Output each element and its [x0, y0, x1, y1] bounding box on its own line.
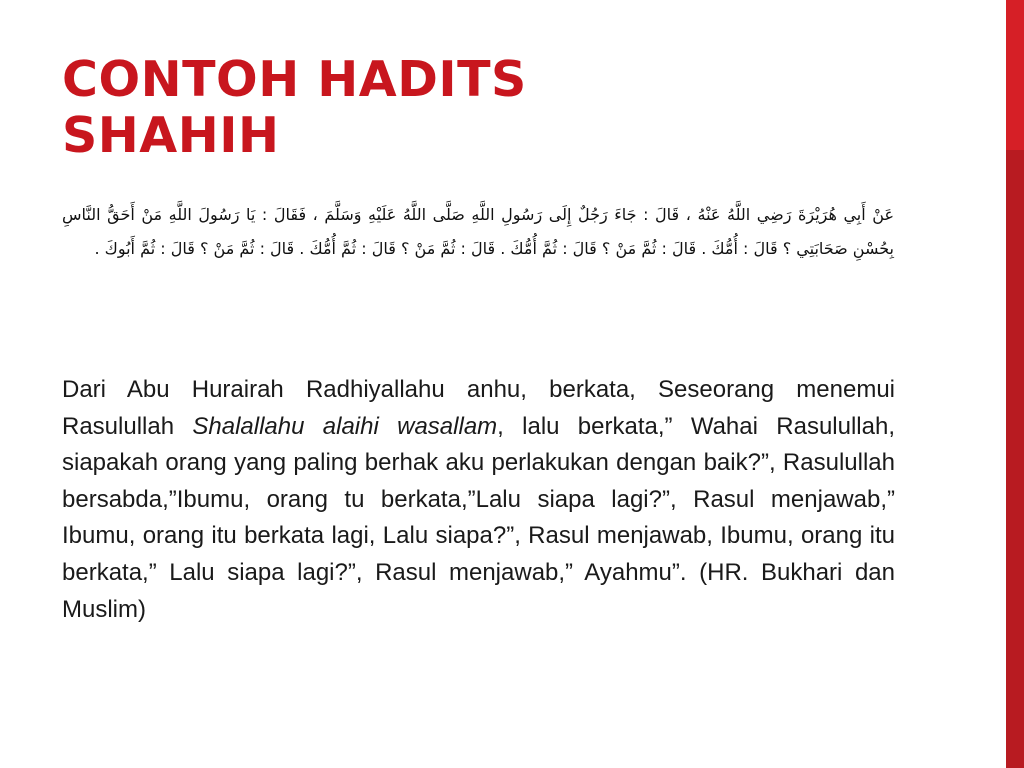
- translation-italic-phrase: Shalallahu alaihi wasallam: [192, 412, 498, 440]
- arabic-hadith-text: عَنْ أَبِي هُرَيْرَةَ رَضِي اللَّهُ عَنْهُ ، قَالَ : جَاءَ رَجُلٌ إِلَى رَسُولِ اللَّهِ صَلَّى اللَّهُ عَلَيْهِ وَسَلَّمَ ، فَقَالَ : يَا رَسُولَ اللَّهِ مَنْ أَحَقُّ النَّاسِ بِحُسْنِ صَحَابَتِي ؟ قَالَ : أُمُّكَ . قَالَ : ثُمَّ مَنْ ؟ قَالَ : ثُمَّ أُمُّكَ . قَالَ : ثُمَّ مَنْ ؟ قَالَ : ثُمَّ أُمُّكَ . قَالَ : ثُمَّ مَنْ ؟ قَالَ : ثُمَّ أَبُوكَ .: [62, 205, 894, 258]
- translation-part-1: Dari Abu Hurairah Radhiyallahu anhu, berkata, Seseorang menemui Rasulullah: [62, 376, 895, 440]
- accent-bar: [1006, 150, 1024, 768]
- translation-paragraph: [62, 372, 895, 628]
- slide-title: [62, 52, 662, 164]
- accent-bar-top: [1006, 0, 1024, 150]
- translation-part-2: , lalu berkata,” Wahai Rasulullah, siapakah orang yang paling berhak aku perlakukan dengan baik?”, Rasulullah bersabda,”Ibumu, orang tu berkata,”Lalu siapa lagi?”, Rasul menjawab,” Ibumu, orang itu berkata lagi, Lalu siapa?”, Rasul menjawab, Ibumu, orang itu berkata,” Lalu siapa lagi?”, Rasul menjawab,” Ayahmu”. (HR. Bukhari dan Muslim): [62, 412, 895, 623]
- slide-title-line-1: CONTOH HADITS: [62, 51, 527, 108]
- slide-title-line-2: SHAHIH: [62, 107, 280, 164]
